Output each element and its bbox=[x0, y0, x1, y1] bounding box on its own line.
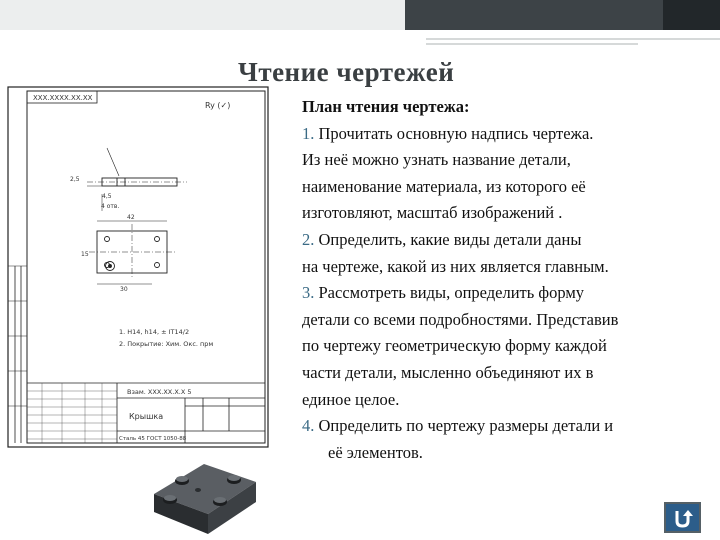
reading-plan bbox=[302, 94, 714, 466]
plan-line: наименование материала, из которого её bbox=[302, 176, 586, 196]
step-number: 2. bbox=[302, 229, 315, 249]
plan-line bbox=[302, 413, 714, 440]
step-number: 4. bbox=[302, 416, 315, 436]
decorative-rule bbox=[426, 38, 720, 40]
plan-line-text: Рассмотреть виды, определить форму bbox=[318, 283, 585, 303]
top-bar-dark-segment bbox=[663, 0, 720, 30]
return-arrow-icon bbox=[666, 504, 699, 531]
plan-line: на чертеже, какой из них является главным. bbox=[302, 256, 609, 276]
slide-title: Чтение чертежей bbox=[238, 57, 455, 87]
drawing-part-name: Крышка bbox=[129, 412, 164, 421]
plan-line: Из неё можно узнать название детали, bbox=[302, 150, 571, 170]
svg-text:4,5: 4,5 bbox=[102, 193, 112, 200]
drawing-note: 2. Покрытие: Хим. Окс. прм bbox=[119, 340, 214, 348]
plan-heading: План чтения чертежа: bbox=[302, 97, 470, 116]
technical-drawing-image bbox=[7, 86, 269, 448]
drawing-note: 1. Н14, h14, ± IT14/2 bbox=[119, 328, 190, 336]
svg-text:ХХХ.ХХХХ.ХХ.ХХ: ХХХ.ХХХХ.ХХ.ХХ bbox=[33, 94, 93, 102]
svg-text:42: 42 bbox=[127, 214, 135, 221]
plan-line: её элементов. bbox=[328, 442, 423, 462]
plan-line bbox=[302, 280, 714, 307]
svg-text:30: 30 bbox=[120, 286, 128, 293]
plan-line bbox=[302, 121, 714, 148]
drawing-stamp: Взам. ХХХ.ХХ.Х.Х 5 bbox=[127, 388, 192, 396]
svg-text:4 отв.: 4 отв. bbox=[101, 203, 120, 210]
drawing-material: Сталь 45 ГОСТ 1050-88 bbox=[119, 436, 187, 442]
svg-text:2,5: 2,5 bbox=[70, 176, 80, 183]
step-number: 1. bbox=[302, 123, 315, 143]
plan-line: детали со всеми подробностями. Представив bbox=[302, 309, 619, 329]
decorative-rule bbox=[426, 43, 638, 45]
plan-line-text: Определить, какие виды детали даны bbox=[318, 229, 582, 249]
plan-line-text: Определить по чертежу размеры детали и bbox=[318, 416, 614, 436]
plan-line: изготовляют, масштаб изображений . bbox=[302, 203, 563, 223]
svg-text:Ry (✓): Ry (✓) bbox=[205, 101, 231, 110]
top-bar-light-segment bbox=[0, 0, 405, 30]
plan-line: по чертежу геометрическую форму каждой bbox=[302, 336, 607, 356]
part-photo bbox=[150, 458, 260, 536]
top-bar bbox=[0, 0, 720, 30]
plan-line-text: Прочитать основную надпись чертежа. bbox=[318, 123, 594, 143]
plan-line: единое целое. bbox=[302, 389, 400, 409]
svg-text:15: 15 bbox=[81, 251, 89, 258]
step-number: 3. bbox=[302, 283, 315, 303]
plan-line bbox=[302, 227, 714, 254]
plan-line: части детали, мысленно объединяют их в bbox=[302, 362, 594, 382]
return-button[interactable] bbox=[664, 502, 701, 533]
